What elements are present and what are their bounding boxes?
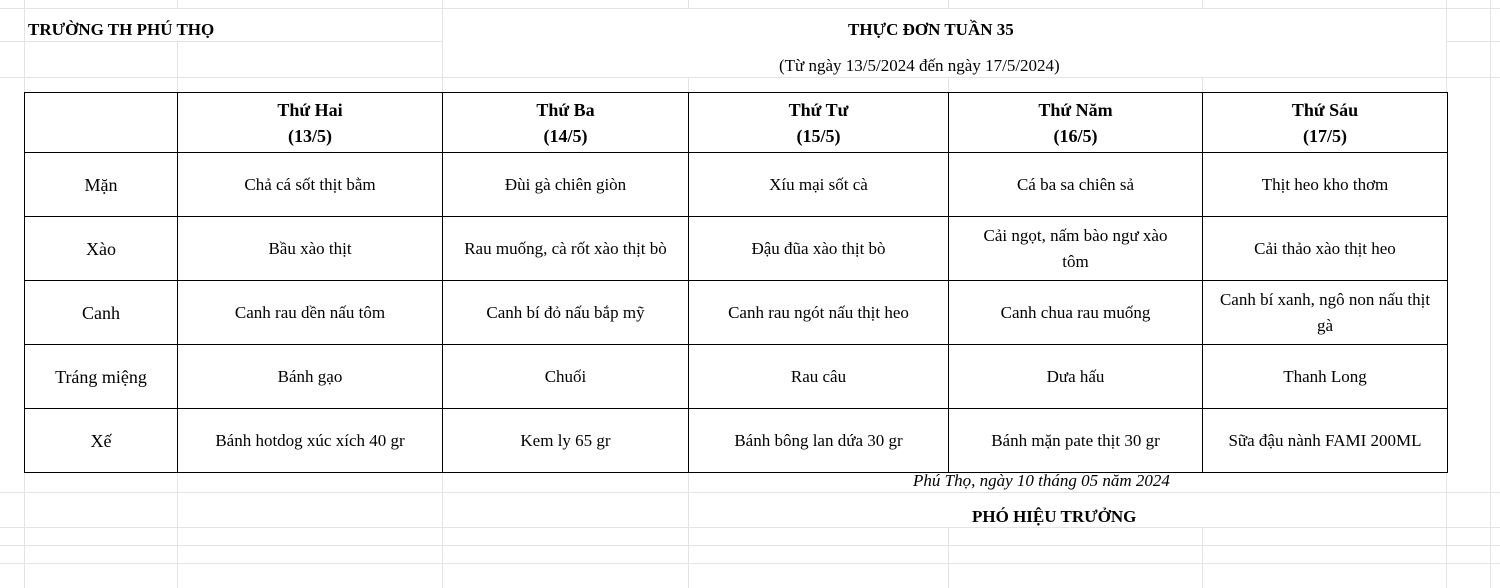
menu-cell: Đậu đũa xào thịt bò [689, 217, 949, 281]
weekly-menu-table [24, 92, 1448, 473]
menu-cell: Cải thảo xào thịt heo [1203, 217, 1448, 281]
table-row [25, 345, 1448, 409]
menu-cell: Chuối [443, 345, 689, 409]
menu-cell: Rau câu [689, 345, 949, 409]
day-name: Thứ Năm [1038, 99, 1113, 120]
row-label: Tráng miệng [25, 345, 178, 409]
menu-cell: Canh rau ngót nấu thịt heo [689, 281, 949, 345]
day-header [443, 93, 689, 153]
signer-title: PHÓ HIỆU TRƯỞNG [972, 507, 1137, 526]
menu-title: THỰC ĐƠN TUẦN 35 [848, 20, 1014, 39]
day-name: Thứ Ba [536, 99, 595, 120]
menu-cell: Thịt heo kho thơm [1203, 153, 1448, 217]
corner-cell [25, 93, 178, 153]
row-label: Mặn [25, 153, 178, 217]
day-header [1203, 93, 1448, 153]
place-date: Phú Thọ, ngày 10 tháng 05 năm 2024 [913, 471, 1170, 490]
menu-cell: Canh bí xanh, ngô non nấu thịt gà [1203, 281, 1448, 345]
day-name: Thứ Hai [277, 99, 343, 120]
menu-cell: Rau muống, cà rốt xào thịt bò [443, 217, 689, 281]
menu-cell: Xíu mại sốt cà [689, 153, 949, 217]
day-name: Thứ Sáu [1291, 99, 1359, 120]
day-date: (17/5) [1303, 125, 1347, 146]
school-name: TRƯỜNG TH PHÚ THỌ [28, 20, 215, 39]
day-header [949, 93, 1203, 153]
menu-cell: Đùi gà chiên giòn [443, 153, 689, 217]
day-name: Thứ Tư [788, 99, 849, 120]
menu-cell: Bánh mặn pate thịt 30 gr [949, 409, 1203, 473]
menu-cell: Canh chua rau muống [949, 281, 1203, 345]
menu-cell: Cá ba sa chiên sả [949, 153, 1203, 217]
menu-cell: Bầu xào thịt [178, 217, 443, 281]
day-date: (15/5) [796, 125, 841, 146]
menu-cell: Bánh hotdog xúc xích 40 gr [178, 409, 443, 473]
day-date: (16/5) [1053, 125, 1098, 146]
menu-cell: Thanh Long [1203, 345, 1448, 409]
table-row [25, 217, 1448, 281]
menu-cell: Cải ngọt, nấm bào ngư xào tôm [949, 217, 1203, 281]
row-label: Canh [25, 281, 178, 345]
table-row [25, 153, 1448, 217]
table-row [25, 409, 1448, 473]
menu-cell: Bánh gạo [178, 345, 443, 409]
menu-cell: Canh bí đỏ nấu bắp mỹ [443, 281, 689, 345]
row-label: Xào [25, 217, 178, 281]
menu-cell: Dưa hấu [949, 345, 1203, 409]
day-header [178, 93, 443, 153]
menu-cell: Canh rau dền nấu tôm [178, 281, 443, 345]
day-date: (14/5) [543, 125, 588, 146]
date-range: (Từ ngày 13/5/2024 đến ngày 17/5/2024) [779, 56, 1060, 75]
table-header-row [25, 93, 1448, 153]
table-row [25, 281, 1448, 345]
menu-cell: Sữa đậu nành FAMI 200ML [1203, 409, 1448, 473]
menu-cell: Bánh bông lan dứa 30 gr [689, 409, 949, 473]
menu-cell: Kem ly 65 gr [443, 409, 689, 473]
day-date: (13/5) [288, 125, 332, 146]
menu-cell: Chả cá sốt thịt bằm [178, 153, 443, 217]
row-label: Xế [25, 409, 178, 473]
day-header [689, 93, 949, 153]
